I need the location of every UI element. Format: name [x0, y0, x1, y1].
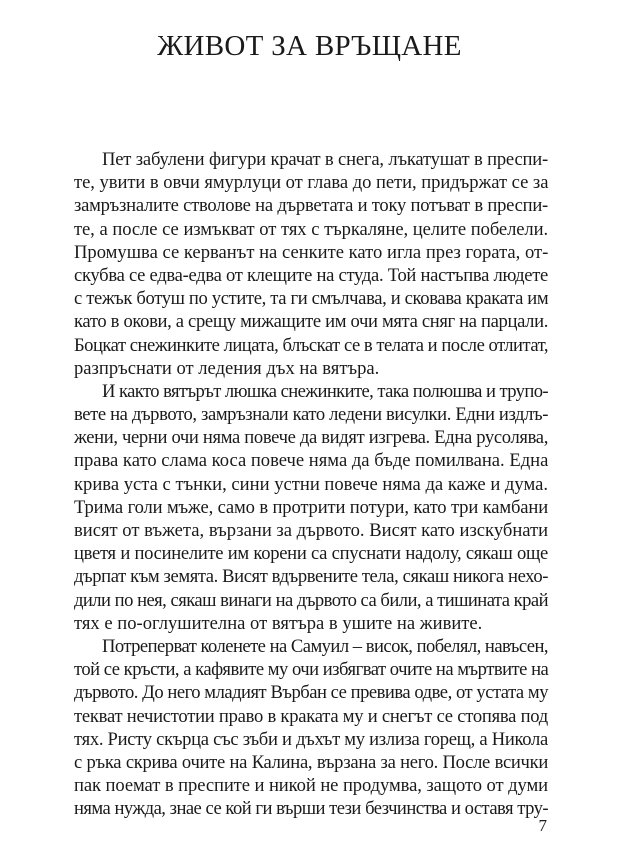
text-line: той се кръсти, а кафявите му очи избягват очите на мъртвите на: [74, 659, 549, 681]
text-line: текват нечистотии право в краката му и снегът се стопява под: [74, 705, 548, 727]
text-line: Пет забулени фигури крачат в снега, лъкатушат в преспи-: [102, 149, 548, 170]
text-line: с тежък ботуш по устите, та ги смълчава, и сковава краката им: [74, 288, 549, 310]
text-line: замръзналите стволове на дърветата и току потъват в преспи-: [74, 195, 548, 217]
text-line: жени, черни очи няма повече да видят изгрева. Една русолява,: [74, 427, 548, 449]
text-line: дървото. До него младият Върбан се превива одве, от устата му: [74, 682, 548, 704]
text-line: тях е по-оглушителна от вятъра в ушите на живите.: [74, 612, 483, 634]
text-line: Потреперват колeнете на Самуил – висок, побелял, навъсен,: [102, 635, 548, 657]
text-line: Боцкат снежинките лицата, блъскат се в телата и после отлитат,: [74, 334, 548, 356]
text-line: И както вятърът люшка снежинките, така полюшва и трупо-: [102, 380, 548, 402]
text-line: скубва се едва-едва от клещите на студа. Той настъпва людете: [74, 264, 548, 286]
text-line: вете на дървото, замръзнали като ледени висулки. Едни издлъ-: [74, 404, 548, 426]
text-line: цветя и посинелите им корени са спуснати надолу, сякаш още: [74, 543, 548, 565]
text-line: тях. Ристу скърца със зъби и дъхът му излиза горещ, а Никола: [74, 728, 548, 750]
text-line: крива уста с тънки, сини устни повече няма да каже и дума.: [74, 473, 548, 495]
text-line: Трима голи мъже, само в протрити потури, като три камбани: [74, 496, 548, 518]
text-line: дърпат към земята. Висят вдървените тела, сякаш никога нехо-: [74, 566, 549, 588]
text-line: права като слама коса повече няма да бъде помилвана. Една: [74, 450, 549, 472]
text-line: висят от въжета, вързани за дървото. Висят като изскубнати: [74, 520, 549, 541]
text-line: те, а после се измъкват от тях с търкаляне, целите побелели.: [74, 218, 548, 240]
text-line: с ръка скрива очите на Калина, вързана за него. После всички: [74, 751, 548, 773]
body-text: [74, 148, 548, 820]
text-line: разпръснати от ледения дъх на вятъра.: [74, 357, 380, 379]
chapter-title: ЖИВОТ ЗА ВРЪЩАНЕ: [157, 30, 462, 62]
text-line: те, увити в овчи ямурлуци от глава до пети, придържат се за: [74, 172, 549, 194]
text-line: дили по нея, сякаш винаги на дървото са били, а тишината край: [74, 589, 548, 611]
page-number: 7: [538, 816, 547, 835]
text-line: пак поемат в преспите и никой не продумва, защото от думи: [74, 775, 548, 797]
text-line: няма нужда, знае се кой ги върши тези безчинства и оставя тру-: [74, 798, 548, 820]
text-line: Промушва се керванът на сенките като игла през гората, от-: [74, 241, 549, 263]
text-line: като в окови, а срещу мижащите им очи мята сняг на парцали.: [74, 311, 548, 333]
